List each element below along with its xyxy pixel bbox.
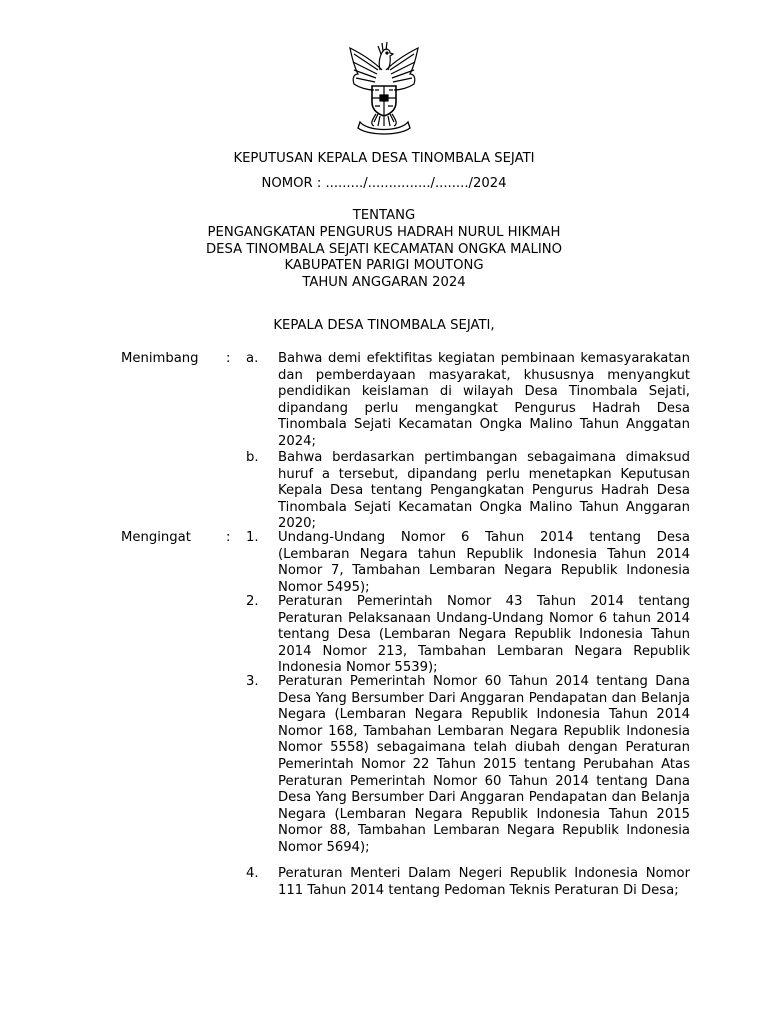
subject-block bbox=[0, 208, 768, 292]
garuda-emblem-icon bbox=[344, 40, 424, 138]
menimbang-label: Menimbang bbox=[121, 351, 199, 366]
decree-number: NOMOR : ........./.............../......../2024 bbox=[261, 176, 507, 191]
mengingat-colon: : bbox=[226, 530, 231, 545]
clause-number: 1. bbox=[246, 530, 259, 545]
menimbang-colon: : bbox=[226, 351, 231, 366]
subject-line: KABUPATEN PARIGI MOUTONG bbox=[284, 258, 484, 274]
subject-line: TAHUN ANGGARAN 2024 bbox=[302, 275, 466, 291]
clause-number: 3. bbox=[246, 674, 259, 689]
clause-text: Peraturan Pemerintah Nomor 43 Tahun 2014 tentang Peraturan Pelaksanaan Undang-Undang Nomor 6 tahun 2014 tentang Desa (Lembaran Negara Republik Indonesia Tahun 2014 Nomor 213, Tambahan Lembaran Negara Republik Indonesia Nomor 5539); bbox=[278, 594, 690, 676]
clause-text: Peraturan Menteri Dalam Negeri Republik Indonesia Nomor 111 Tahun 2014 tentang Pedoman Teknis Peraturan Di Desa; bbox=[278, 866, 690, 898]
subject-label: TENTANG bbox=[352, 208, 416, 223]
clause-number: 2. bbox=[246, 594, 259, 609]
clause-number: a. bbox=[246, 351, 259, 366]
clause-text: Undang-Undang Nomor 6 Tahun 2014 tentang Desa (Lembaran Negara tahun Republik Indonesia Tahun 2014 Nomor 7, Tambahan Lembaran Negara Republik Indonesia Nomor 5495); bbox=[278, 530, 690, 595]
issuer-heading: KEPALA DESA TINOMBALA SEJATI, bbox=[273, 318, 495, 333]
subject-line: DESA TINOMBALA SEJATI KECAMATAN ONGKA MALINO bbox=[206, 241, 562, 257]
decree-title: KEPUTUSAN KEPALA DESA TINOMBALA SEJATI bbox=[233, 151, 535, 166]
clause-text: Bahwa berdasarkan pertimbangan sebagaimana dimaksud huruf a tersebut, dipandang perlu menetapkan Keputusan Kepala Desa tentang Pengangkatan Pengurus Hadrah Desa Tinombala Sejati Kecamatan Ongka Malino Tahun Anggaran 2020; bbox=[278, 450, 690, 532]
subject-line: PENGANGKATAN PENGURUS HADRAH NURUL HIKMAH bbox=[207, 224, 561, 240]
clause-text: Peraturan Pemerintah Nomor 60 Tahun 2014 tentang Dana Desa Yang Bersumber Dari Anggaran Pendapatan dan Belanja Negara (Lembaran Negara Republik Indonesia Tahun 2014 Nomor 168, Tambahan Lembaran Negara Republik Indonesia Nomor 5558) sebagaimana telah diubah dengan Peraturan Pemerintah Nomor 22 Tahun 2015 tentang Perubahan Atas Peraturan Pemerintah Nomor 60 Tahun 2014 tentang Dana Desa Yang Bersumber Dari Anggaran Pendapatan dan Belanja Negara (Lembaran Negara Republik Indonesia Tahun 2015 Nomor 88, Tambahan Lembaran Negara Republik Indonesia Nomor 5694); bbox=[278, 674, 690, 855]
clause-number: 4. bbox=[246, 866, 259, 881]
clause-number: b. bbox=[246, 450, 259, 465]
mengingat-label: Mengingat bbox=[121, 530, 191, 545]
clause-text: Bahwa demi efektifitas kegiatan pembinaan kemasyarakatan dan pemberdayaan masyarakat, khususnya menyangkut pendidikan keislaman di wilayah Desa Tinombala Sejati, dipandang perlu mengangkat Pengurus Hadrah Desa Tinombala Sejati Kecamatan Ongka Malino Tahun Anggatan 2024; bbox=[278, 351, 690, 449]
